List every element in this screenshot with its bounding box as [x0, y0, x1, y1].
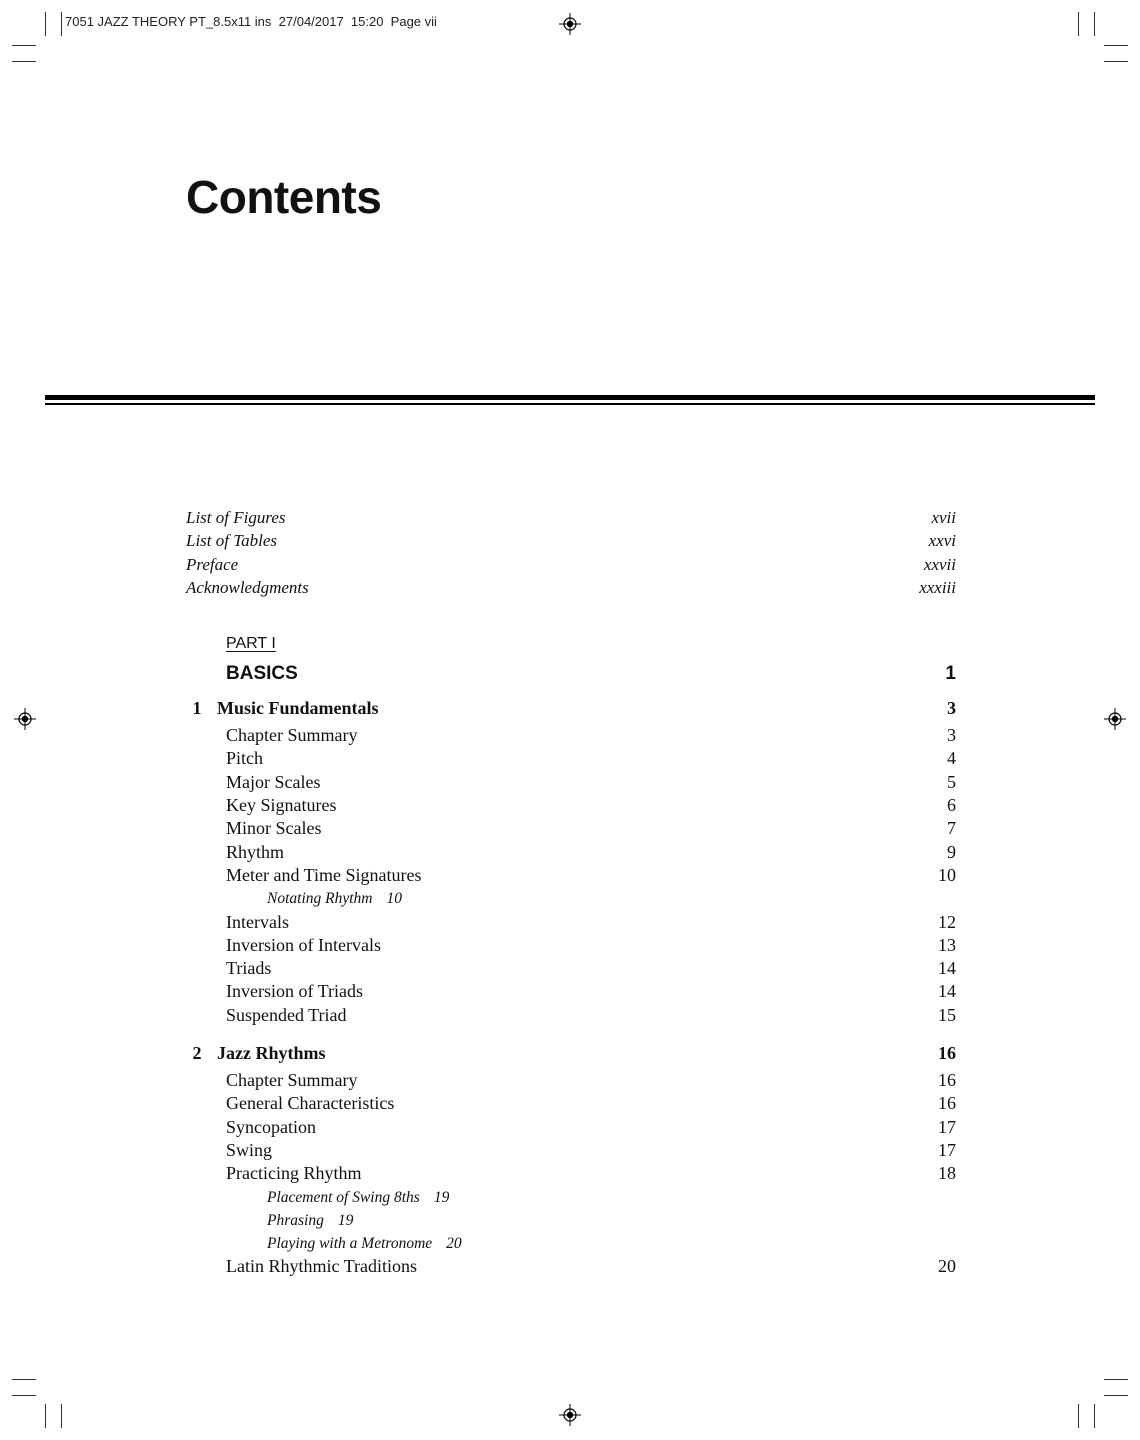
crop-mark — [1078, 1404, 1079, 1428]
toc-subentry-page: 19 — [433, 1188, 450, 1206]
toc-entry[interactable] — [226, 1004, 956, 1027]
toc-entry-label: Syncopation — [226, 1116, 316, 1137]
chapter-heading[interactable] — [186, 1041, 956, 1065]
toc-entry[interactable] — [226, 934, 956, 957]
toc-entry-label: Inversion of Intervals — [226, 934, 381, 955]
crop-mark — [61, 1404, 62, 1428]
toc-entry[interactable] — [226, 1069, 956, 1092]
divider-rule — [45, 395, 1095, 400]
crop-mark — [12, 45, 36, 46]
toc-entry-page: 3 — [947, 725, 956, 746]
toc-entry[interactable] — [226, 1162, 956, 1185]
crop-mark — [45, 1404, 46, 1428]
crop-mark — [1104, 45, 1128, 46]
toc-entry-page: xxvi — [928, 531, 956, 551]
toc-entry-page: 9 — [947, 841, 956, 862]
toc-entry[interactable] — [226, 1116, 956, 1139]
toc-entry[interactable] — [226, 841, 956, 864]
toc-entry-page: 10 — [938, 864, 956, 885]
toc-subentry-page: 10 — [386, 890, 402, 908]
toc-entry[interactable] — [226, 747, 956, 770]
crop-mark — [45, 12, 46, 36]
toc-entry[interactable] — [226, 911, 956, 934]
chapter-entries — [186, 1069, 956, 1279]
toc-entry[interactable] — [226, 864, 956, 887]
toc-entry-page: 14 — [938, 981, 956, 1002]
toc-entry-page: 13 — [938, 934, 956, 955]
toc-subentry[interactable] — [267, 887, 956, 910]
toc-entry-page: xxvii — [923, 554, 956, 574]
part-label: PART I — [226, 635, 276, 653]
toc-entry[interactable] — [226, 771, 956, 794]
toc-entry-label: Acknowledgments — [186, 577, 309, 597]
toc-entry-page: 12 — [938, 911, 956, 932]
crop-mark — [12, 1379, 36, 1380]
registration-mark-icon — [14, 708, 36, 730]
front-matter-list — [186, 506, 956, 599]
chapter-heading[interactable] — [186, 696, 956, 720]
registration-mark-icon — [1104, 708, 1126, 730]
chapter-page: 16 — [938, 1043, 956, 1064]
toc-front-entry[interactable] — [186, 506, 956, 529]
toc-entry-page: 15 — [938, 1004, 956, 1025]
toc-entry[interactable] — [226, 1092, 956, 1115]
crop-mark — [61, 12, 62, 36]
toc-entry-label: Pitch — [226, 748, 264, 769]
toc-entry-label: Key Signatures — [226, 795, 337, 816]
toc-entry-label: Major Scales — [226, 771, 321, 792]
toc-entry-label: Rhythm — [226, 841, 285, 862]
toc-entry-label: Minor Scales — [226, 818, 322, 839]
chapter-title: Jazz Rhythms — [217, 1043, 326, 1064]
part-title: BASICS — [226, 663, 298, 685]
toc-subentry-label: Playing with a Metronome — [267, 1235, 433, 1253]
crop-mark — [1078, 12, 1079, 36]
toc-subentry-label: Placement of Swing 8ths — [267, 1188, 420, 1206]
crop-mark — [1104, 1379, 1128, 1380]
toc-front-entry[interactable] — [186, 576, 956, 599]
crop-mark — [1104, 61, 1128, 62]
toc-entry-page: xvii — [931, 508, 956, 527]
toc-entry-page: 16 — [938, 1070, 956, 1091]
toc-front-entry[interactable] — [186, 529, 956, 552]
toc-entry-label: Swing — [226, 1139, 273, 1160]
toc-entry-label: Meter and Time Signatures — [226, 864, 422, 885]
crop-mark — [1094, 1404, 1095, 1428]
toc-subentry[interactable] — [267, 1186, 956, 1209]
crop-mark — [1104, 1395, 1128, 1396]
registration-mark-icon — [559, 13, 581, 35]
toc-entry-page: 6 — [947, 795, 956, 816]
toc-front-entry[interactable] — [186, 553, 956, 576]
toc-entry[interactable] — [226, 817, 956, 840]
toc-entry-label: Chapter Summary — [226, 1070, 358, 1091]
toc-entry-label: Intervals — [226, 911, 289, 932]
toc-entry-label: Triads — [226, 958, 272, 979]
part-page: 1 — [945, 663, 956, 685]
toc-subentry-page: 20 — [446, 1235, 462, 1253]
chapter-title: Music Fundamentals — [217, 698, 379, 719]
toc-entry-page: 17 — [938, 1116, 956, 1137]
toc-entry-label: List of Tables — [186, 531, 278, 551]
chapter-number: 1 — [192, 698, 202, 719]
toc-entry[interactable] — [226, 957, 956, 980]
toc-entry-label: Practicing Rhythm — [226, 1163, 362, 1184]
toc-subentry[interactable] — [267, 1209, 956, 1232]
toc-entry-page: xxxiii — [919, 577, 956, 597]
toc-subentry-label: Notating Rhythm — [267, 890, 373, 908]
toc-entry[interactable] — [226, 1255, 956, 1278]
toc-entry-page: 14 — [938, 958, 956, 979]
toc-subentry-label: Phrasing — [267, 1211, 324, 1229]
toc-entry-label: Chapter Summary — [226, 725, 358, 746]
table-of-contents — [186, 506, 956, 1279]
toc-entry-label: List of Figures — [186, 508, 286, 527]
crop-mark — [12, 61, 36, 62]
toc-entry[interactable] — [226, 794, 956, 817]
divider-rule — [45, 403, 1095, 405]
printer-slug: 7051 JAZZ THEORY PT_8.5x11 ins 27/04/2017 15:20 Page vii — [65, 14, 437, 29]
toc-entry[interactable] — [226, 1139, 956, 1162]
toc-entry[interactable] — [226, 724, 956, 747]
toc-entry-page: 20 — [938, 1256, 956, 1277]
part-heading[interactable] — [226, 661, 956, 687]
toc-entry-page: 5 — [947, 771, 956, 792]
toc-entry-page: 4 — [947, 748, 956, 769]
toc-entry-page: 18 — [938, 1163, 956, 1184]
toc-entry-page: 17 — [938, 1139, 956, 1160]
crop-mark — [12, 1395, 36, 1396]
chapter-number: 2 — [192, 1043, 202, 1064]
toc-entry-page: 16 — [938, 1093, 956, 1114]
toc-entry-label: Suspended Triad — [226, 1004, 347, 1025]
page-title: Contents — [186, 171, 382, 223]
registration-mark-icon — [559, 1404, 581, 1426]
toc-subentry-page: 19 — [337, 1211, 354, 1229]
toc-entry-label: Latin Rhythmic Traditions — [226, 1256, 418, 1277]
crop-mark — [1094, 12, 1095, 36]
toc-subentry[interactable] — [267, 1232, 956, 1255]
toc-entry[interactable] — [226, 980, 956, 1003]
toc-entry-page: 7 — [947, 818, 956, 839]
toc-entry-label: Inversion of Triads — [226, 981, 364, 1002]
toc-entry-label: General Characteristics — [226, 1093, 395, 1114]
toc-entry-label: Preface — [186, 554, 239, 574]
chapter-entries — [186, 724, 956, 1027]
chapter-page: 3 — [947, 698, 956, 719]
